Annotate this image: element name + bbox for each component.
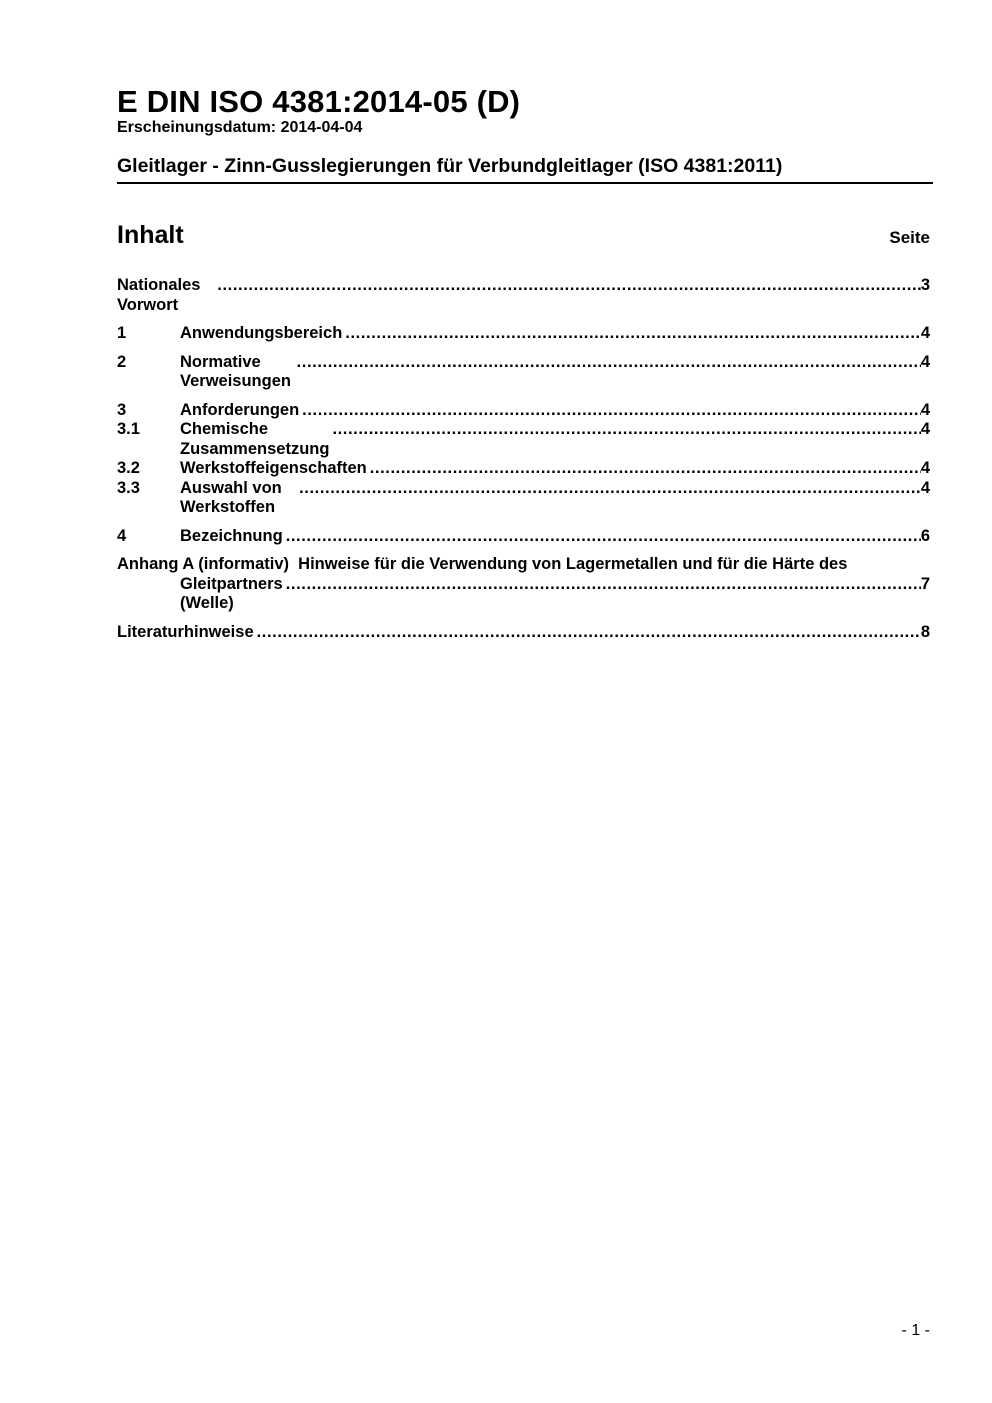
release-date: Erscheinungsdatum: 2014-04-04 bbox=[117, 119, 363, 136]
toc-header bbox=[117, 221, 930, 250]
dot-leader bbox=[345, 324, 921, 344]
toc-entry-page: 8 bbox=[920, 622, 930, 641]
toc-entry-number: 3.1 bbox=[117, 420, 140, 438]
toc-entry-page: 4 bbox=[920, 324, 930, 342]
toc-entry-label: Anwendungsbereich bbox=[180, 324, 343, 342]
toc-entry-literaturhinweise bbox=[117, 623, 930, 643]
toc-entry-number: 3.3 bbox=[117, 478, 140, 497]
toc-heading: Inhalt bbox=[117, 221, 184, 249]
page-footer-number: - 1 - bbox=[901, 1322, 930, 1339]
toc-entry-page: 3 bbox=[920, 276, 930, 294]
toc-entry-2 bbox=[117, 353, 930, 392]
toc-entry-anhang-a-line2 bbox=[117, 575, 930, 614]
toc-entry-3-1 bbox=[117, 420, 930, 459]
toc-entry-number: 3.2 bbox=[117, 459, 140, 477]
toc-entry-number: 2 bbox=[117, 352, 127, 371]
toc-entry-label: Nationales Vorwort bbox=[117, 276, 206, 314]
page-title: E DIN ISO 4381:2014-05 (D) bbox=[117, 84, 521, 119]
page-column-label: Seite bbox=[889, 228, 930, 247]
toc-entry-3 bbox=[117, 401, 930, 421]
toc-entry-label: Gleitpartners (Welle) bbox=[180, 574, 288, 612]
toc-entry-3-3 bbox=[117, 479, 930, 518]
toc-entry-number: 1 bbox=[117, 324, 127, 342]
toc-entry-page: 4 bbox=[920, 459, 930, 477]
toc-entry-page: 4 bbox=[920, 400, 930, 419]
toc-entry-label: Literaturhinweise bbox=[117, 622, 254, 641]
toc-entry-label: Auswahl von Werkstoffen bbox=[180, 478, 287, 516]
toc-entry-label: Werkstoffeigenschaften bbox=[180, 459, 367, 477]
toc-entry-nationales-vorwort bbox=[117, 276, 930, 315]
toc-entry-label: Anhang A (informativ) Hinweise für die Verwendung von Lagermetallen und für die Härte des bbox=[117, 555, 848, 573]
dot-leader bbox=[302, 401, 921, 421]
toc-entry-page: 7 bbox=[920, 574, 930, 593]
toc-entry-label: Chemische Zusammensetzung bbox=[180, 420, 330, 458]
toc-entry-3-2 bbox=[117, 459, 930, 479]
toc-entry-label: Anforderungen bbox=[180, 400, 300, 419]
toc-entry-anhang-a-line1 bbox=[117, 555, 930, 575]
dot-leader bbox=[299, 479, 921, 499]
toc-entry-page: 4 bbox=[920, 420, 930, 438]
dot-leader bbox=[286, 527, 921, 547]
toc-entry-label: Normative Verweisungen bbox=[180, 352, 291, 390]
dot-leader bbox=[297, 353, 921, 373]
toc-entry-number: 4 bbox=[117, 526, 127, 545]
toc-entry-label: Bezeichnung bbox=[180, 526, 283, 545]
toc-entry-page: 4 bbox=[920, 352, 930, 371]
table-of-contents bbox=[117, 276, 930, 642]
toc-entry-1 bbox=[117, 324, 930, 344]
dot-leader bbox=[370, 459, 921, 479]
dot-leader bbox=[286, 575, 921, 595]
toc-entry-4 bbox=[117, 527, 930, 547]
doc-subtitle: Gleitlager - Zinn-Gusslegierungen für Verbundgleitlager (ISO 4381:2011) bbox=[117, 155, 933, 184]
dot-leader bbox=[332, 420, 920, 440]
toc-entry-page: 6 bbox=[920, 526, 930, 545]
toc-entry-number: 3 bbox=[117, 400, 127, 419]
dot-leader bbox=[257, 623, 921, 643]
dot-leader bbox=[217, 276, 921, 296]
toc-entry-page: 4 bbox=[920, 478, 930, 497]
